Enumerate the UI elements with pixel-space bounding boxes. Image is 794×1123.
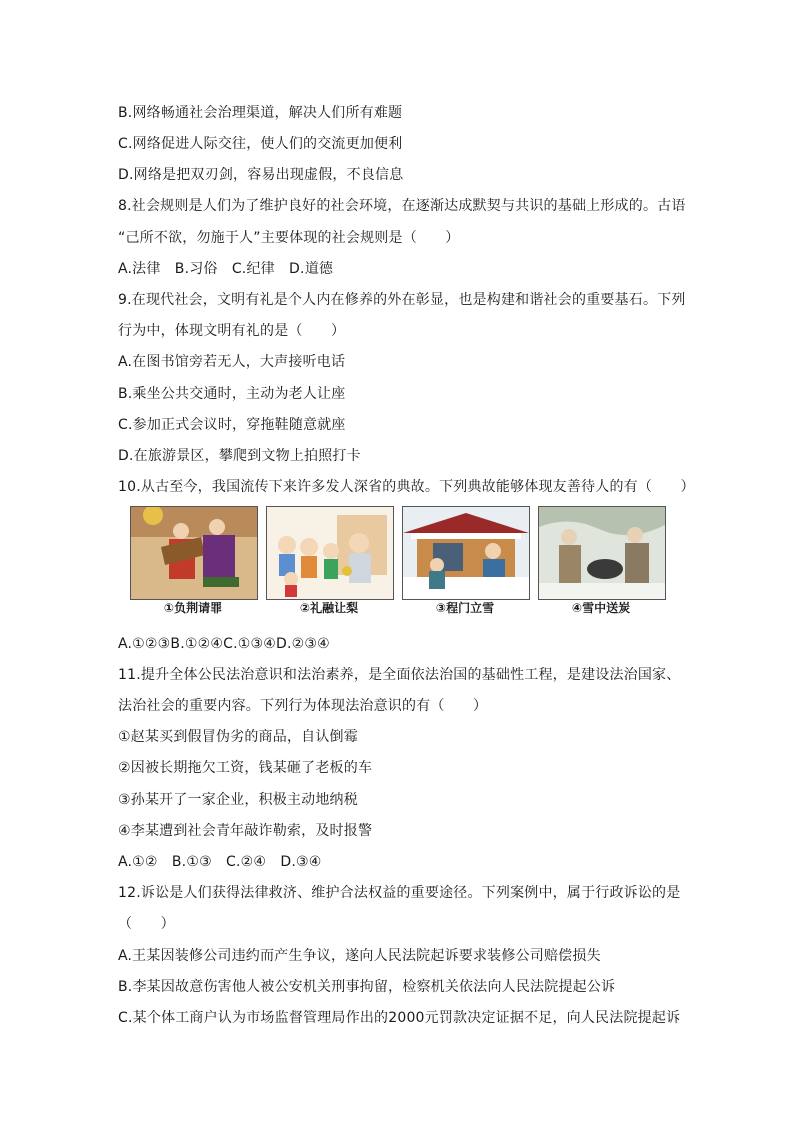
image-fujing-qingzui (130, 506, 258, 600)
caption-image-3: ③程门立雪 (435, 601, 495, 615)
option-b-q12: B.李某因故意伤害他人被公安机关刑事拘留，检察机关依法向人民法院提起公诉 (118, 979, 616, 995)
question-12-stem-1: 12.诉讼是人们获得法律救济、维护合法权益的重要途径。下列案例中，属于行政诉讼的是 (118, 885, 681, 901)
question-9-stem-1: 9.在现代社会，文明有礼是个人内在修养的外在彰显，也是构建和谐社会的重要基石。下列 (118, 292, 686, 308)
question-11-options: A.①② B.①③ C.②④ D.③④ (118, 854, 322, 870)
question-9-stem-2: 行为中，体现文明有礼的是（ ） (118, 323, 346, 339)
caption-image-1: ①负荆请罪 (163, 601, 223, 615)
question-10-stem: 10.从古至今，我国流传下来许多发人深省的典故。下列典故能够体现友善待人的有（ ） (118, 479, 695, 495)
image-xuezhong-songtan (538, 506, 666, 600)
question-8-stem-1: 8.社会规则是人们为了维护良好的社会环境，在逐渐达成默契与共识的基础上形成的。古语 (118, 198, 686, 214)
option-c-q12: C.某个体工商户认为市场监督管理局作出的2000元罚款决定证据不足，向人民法院提起诉 (118, 1010, 681, 1026)
option-c-q9: C.参加正式会议时，穿拖鞋随意就座 (118, 417, 346, 433)
question-12-stem-2: （ ） (118, 916, 175, 932)
option-b-q9: B.乘坐公共交通时，主动为老人让座 (118, 386, 346, 402)
statement-4-q11: ④李某遭到社会青年敲诈勒索，及时报警 (118, 823, 373, 839)
caption-image-4: ④雪中送炭 (571, 601, 631, 615)
question-8-options: A.法律 B.习俗 C.纪律 D.道德 (118, 261, 334, 277)
statement-1-q11: ①赵某买到假冒伪劣的商品，自认倒霉 (118, 729, 358, 745)
statement-2-q11: ②因被长期拖欠工资，钱某砸了老板的车 (118, 760, 373, 776)
image-chengmen-lixue (402, 506, 530, 600)
option-a-q9: A.在图书馆旁若无人，大声接听电话 (118, 354, 346, 370)
image-rong-rangli (266, 506, 394, 600)
option-c-q7: C.网络促进人际交往，使人们的交流更加便利 (118, 136, 403, 152)
option-d-q7: D.网络是把双刃剑，容易出现虚假，不良信息 (118, 167, 404, 183)
question-11-stem-1: 11.提升全体公民法治意识和法治素养，是全面依法治国的基础性工程，是建设法治国家、 (118, 667, 681, 683)
option-b-q7: B.网络畅通社会治理渠道，解决人们所有难题 (118, 105, 403, 121)
option-a-q12: A.王某因装修公司违约而产生争议，遂向人民法院起诉要求装修公司赔偿损失 (118, 948, 601, 964)
question-10-options: A.①②③B.①②④C.①③④D.②③④ (118, 636, 330, 652)
statement-3-q11: ③孙某开了一家企业，积极主动地纳税 (118, 792, 358, 808)
question-8-stem-2: “己所不欲，勿施于人”主要体现的社会规则是（ ） (118, 230, 460, 246)
option-d-q9: D.在旅游景区，攀爬到文物上拍照打卡 (118, 448, 361, 464)
question-11-stem-2: 法治社会的重要内容。下列行为体现法治意识的有（ ） (118, 698, 488, 714)
caption-image-2: ②礼融让梨 (299, 601, 359, 615)
